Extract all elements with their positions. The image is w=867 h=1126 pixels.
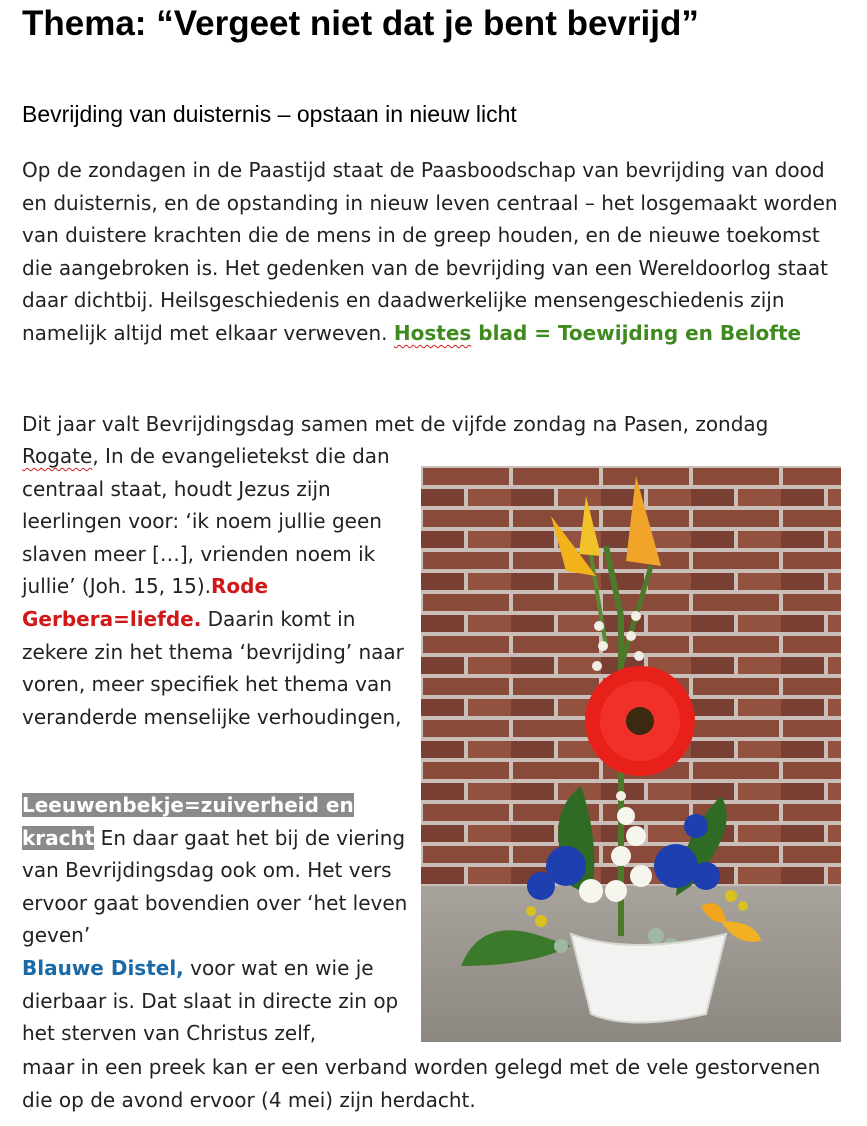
paragraph-4: maar in een preek kan er een verband worden gelegd met de vele gestorvenen die op de avond ervoor (4 mei) zijn herdacht.	[22, 1055, 821, 1112]
red-highlight: Rode Gerbera=liefde.	[22, 574, 269, 631]
misspelled-word[interactable]: Hostes	[393, 320, 472, 345]
paragraph-2-wrapped	[22, 440, 417, 733]
paragraph-1-text: Op de zondagen in de Paastijd staat de Paasboodschap van bevrijding van dood en duisternis, en de opstanding in nieuw leven centraal – het losgemaakt worden van duistere krachten die de mens in de greep houden, en de nieuwe toekomst die aangebroken is. Het gedenken van de bevrijding van een Wereldoorlog staat daar dichtbij. Heilsgeschiedenis en daadwerkelijke mensengeschiedenis zijn namelijk altijd met elkaar verweven.	[22, 158, 838, 345]
flower-arrangement-photo	[421, 466, 841, 1042]
misspelled-word[interactable]: Rogate	[22, 444, 93, 468]
subtitle: Bevrijding van duisternis – opstaan in nieuw licht	[22, 101, 517, 127]
green-highlight: blad = Toewijding en Belofte	[471, 320, 802, 345]
paragraph-2-line-1: Dit jaar valt Bevrijdingsdag samen met de vijfde zondag na Pasen, zondag	[22, 412, 769, 436]
gray-highlight: Leeuwenbekje=zuiverheid en	[22, 793, 354, 817]
blue-highlight: Blauwe Distel,	[22, 955, 184, 980]
gray-highlight: kracht	[22, 825, 95, 850]
paragraph-2-text-b: Daarin komt in zekere zin het thema ‘bevrijding’ naar voren, meer specifiek het thema van veranderde menselijke verhoudingen,	[22, 606, 404, 729]
paragraph-3-text-a: En daar gaat het bij de viering van Bevrijdingsdag ook om. Het vers ervoor gaat bovendien over ‘het leven geven’	[22, 825, 408, 948]
page-title: Thema: “Vergeet niet dat je bent bevrijd”	[22, 4, 699, 43]
paragraph-3	[22, 789, 422, 1050]
paragraph-3-text-b: voor wat en wie je dierbaar is. Dat slaat in directe zin op het sterven van Christus zelf,	[22, 955, 399, 1046]
paragraph-1	[22, 154, 852, 350]
paragraph-2-text-a: , In de evangelietekst die dan centraal staat, houdt Jezus zijn leerlingen voor: ‘ik noem jullie geen slaven meer […], vrienden noem ik jullie’ (Joh. 15, 15).	[22, 444, 390, 599]
